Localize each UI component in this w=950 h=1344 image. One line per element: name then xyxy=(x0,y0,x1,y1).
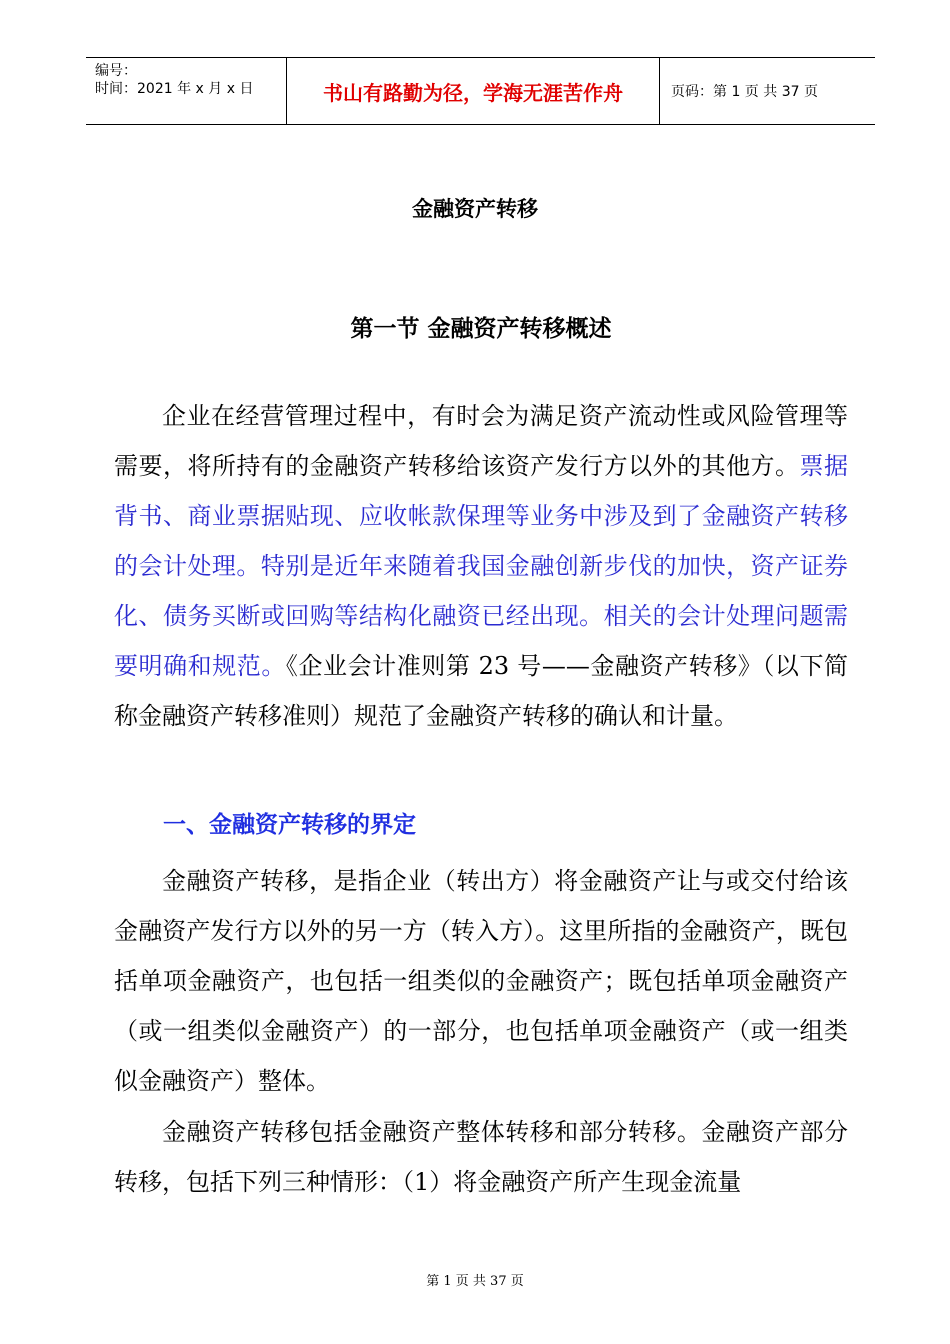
subheading-definition: 一、金融资产转移的界定 xyxy=(163,812,416,838)
paragraph-definition: 金融资产转移，是指企业（转出方）将金融资产让与或交付给该金融资产发行方以外的另一方（转入方）。这里所指的金融资产，既包括单项金融资产，也包括一组类似的金融资产；既包括单项金融资产（或一组类似金融资产）的一部分，也包括单项金融资产（或一组类似金融资产）整体。 xyxy=(114,867,848,1095)
time-label: 时间：2021 年 x 月 x 日 xyxy=(95,81,254,97)
header-page-info: 页码：第 1 页 共 37 页 xyxy=(671,84,818,100)
page-footer: 第 1 页 共 37 页 xyxy=(426,1274,524,1289)
paragraph-intro-part3: 《企业会计准则第 23 号——金融资产转移》（以下简称金融资产转移准则）规范了金融资产转移的确认和计量。 xyxy=(114,652,849,730)
header-motto: 书山有路勤为径，学海无涯苦作舟 xyxy=(287,58,660,124)
paragraph-intro-part1: 企业在经营管理过程中，有时会为满足资产流动性或风险管理等需要，将所持有的金融资产转移给该资产发行方以外的其他方。 xyxy=(114,402,848,480)
document-title: 金融资产转移 xyxy=(412,197,538,221)
document-header xyxy=(86,57,875,125)
paragraph-intro xyxy=(114,391,848,741)
section-title: 第一节 金融资产转移概述 xyxy=(350,316,612,342)
number-label: 编号： xyxy=(95,63,137,79)
paragraph-intro-highlight: 票据背书、商业票据贴现、应收帐款保理等业务中涉及到了金融资产转移的会计处理。特别是近年来随着我国金融创新步伐的加快，资产证券化、债务买断或回购等结构化融资已经出现。相关的会计处理问题需要明确和规范。 xyxy=(114,452,848,680)
header-meta-cell xyxy=(86,58,287,124)
paragraph-partial-transfer: 金融资产转移包括金融资产整体转移和部分转移。金融资产部分转移，包括下列三种情形：（1）将金融资产所产生现金流量 xyxy=(114,1118,848,1196)
